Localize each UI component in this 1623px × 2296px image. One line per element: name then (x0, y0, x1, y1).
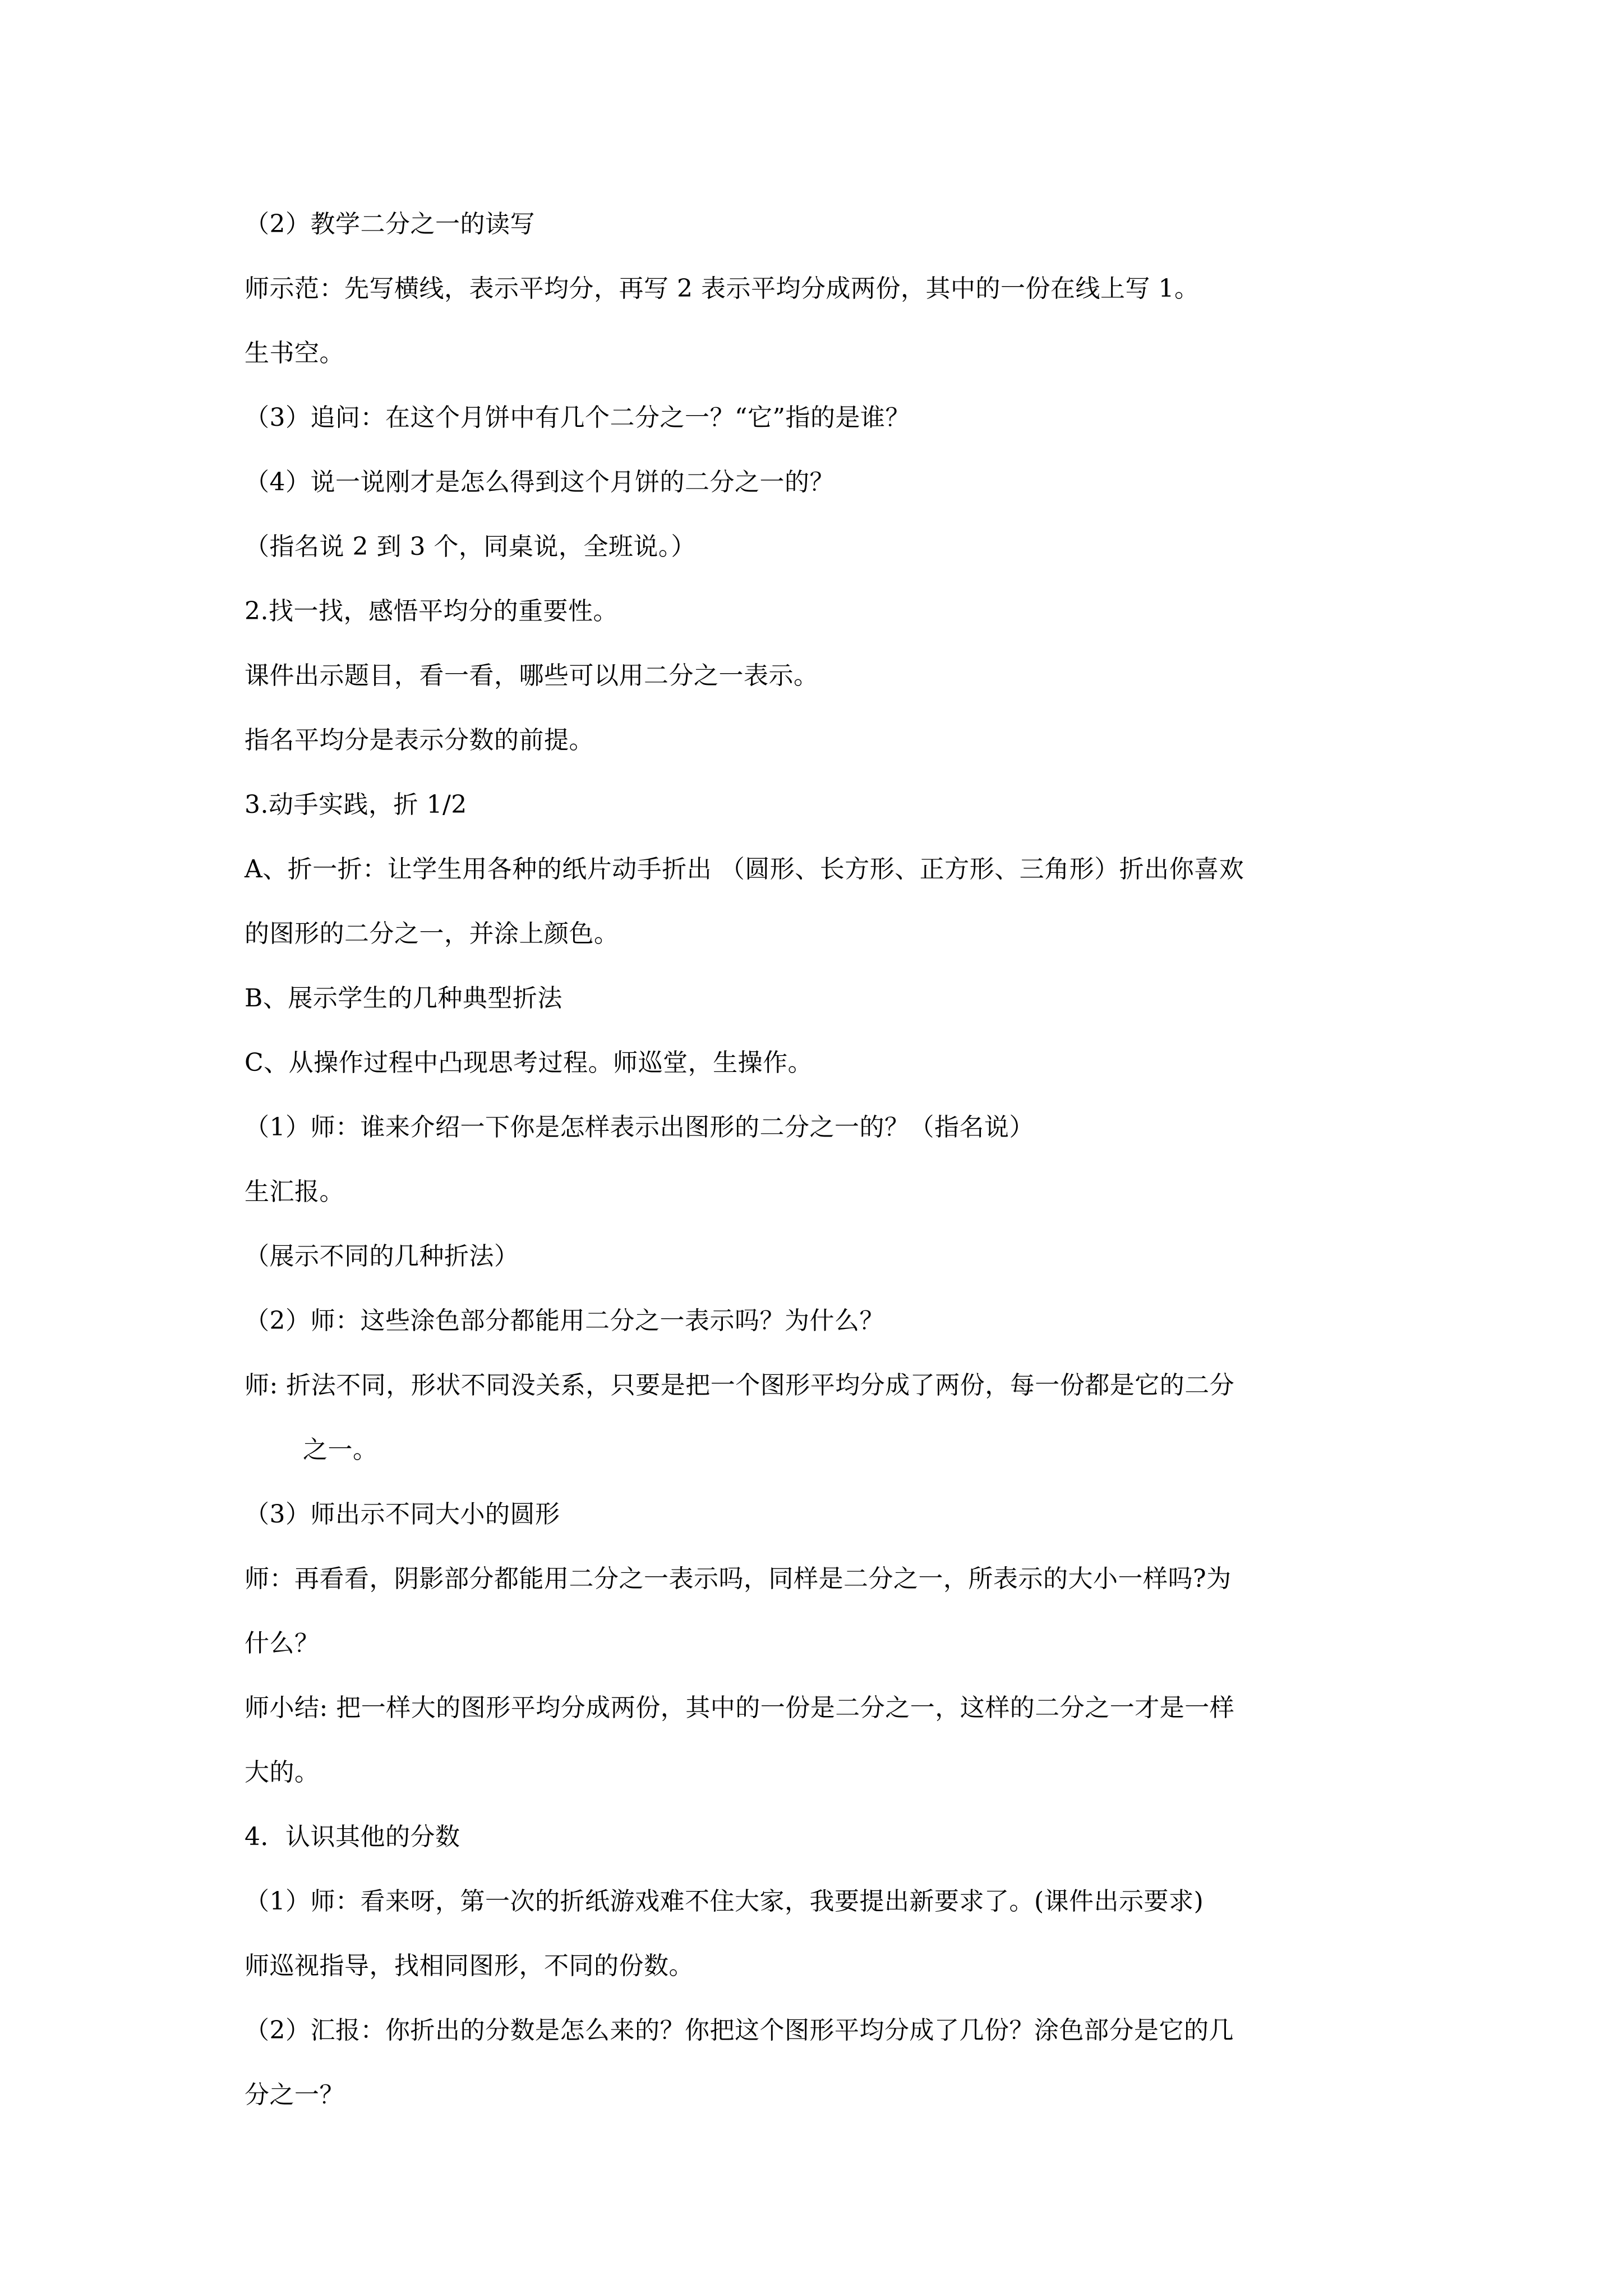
text-line: （1）师：看来呀，第一次的折纸游戏难不住大家，我要提出新要求了。(课件出示要求) (245, 1887, 1204, 1916)
text-line: C、从操作过程中凸现思考过程。师巡堂，生操作。 (245, 1048, 813, 1077)
section-heading: 3.动手实践，折 1/2 (245, 790, 467, 819)
text-line: 师巡视指导，找相同图形，不同的份数。 (245, 1952, 694, 1980)
text-line: （2）汇报：你折出的分数是怎么来的？你把这个图形平均分成了几份？涂色部分是它的几 (245, 2016, 1234, 2045)
text-line: 师示范：先写横线，表示平均分，再写 2 表示平均分成两份，其中的一份在线上写 1。 (245, 274, 1200, 303)
text-line: 大的。 (245, 1758, 320, 1787)
text-line: 课件出示题目，看一看，哪些可以用二分之一表示。 (245, 661, 819, 690)
text-line: 师：再看看，阴影部分都能用二分之一表示吗，同样是二分之一，所表示的大小一样吗?为 (245, 1565, 1232, 1593)
text-line: 之一。 (303, 1435, 378, 1464)
text-line: 生汇报。 (245, 1177, 344, 1206)
text-line: 师小结: 把一样大的图形平均分成两份，其中的一份是二分之一，这样的二分之一才是一样 (245, 1694, 1235, 1722)
text-line: 分之一？ (245, 2081, 344, 2109)
section-heading: 4．认识其他的分数 (245, 1823, 460, 1851)
text-line: B、展示学生的几种典型折法 (245, 984, 562, 1013)
text-line: （3）师出示不同大小的圆形 (245, 1500, 560, 1529)
text-line: （4）说一说刚才是怎么得到这个月饼的二分之一的？ (245, 468, 834, 496)
text-line: 生书空。 (245, 339, 344, 367)
text-line: （2）师：这些涂色部分都能用二分之一表示吗？为什么？ (245, 1306, 884, 1335)
text-line: A、折一折：让学生用各种的纸片动手折出 （圆形、长方形、正方形、三角形）折出你喜欢 (245, 855, 1244, 884)
text-line: 的图形的二分之一，并涂上颜色。 (245, 919, 619, 948)
text-line: 师: 折法不同，形状不同没关系，只要是把一个图形平均分成了两份，每一份都是它的二分 (245, 1371, 1235, 1400)
text-line: （1）师：谁来介绍一下你是怎样表示出图形的二分之一的？（指名说） (245, 1113, 1034, 1142)
text-line: （指名说 2 到 3 个，同桌说，全班说。） (245, 532, 696, 561)
text-line: （3）追问：在这个月饼中有几个二分之一？“它”指的是谁？ (245, 403, 910, 432)
text-line: 指名平均分是表示分数的前提。 (245, 726, 594, 754)
text-line: （2）教学二分之一的读写 (245, 210, 535, 238)
text-line: （展示不同的几种折法） (245, 1242, 519, 1271)
text-line: 什么？ (245, 1629, 320, 1658)
section-heading: 2.找一找，感悟平均分的重要性。 (245, 597, 618, 625)
